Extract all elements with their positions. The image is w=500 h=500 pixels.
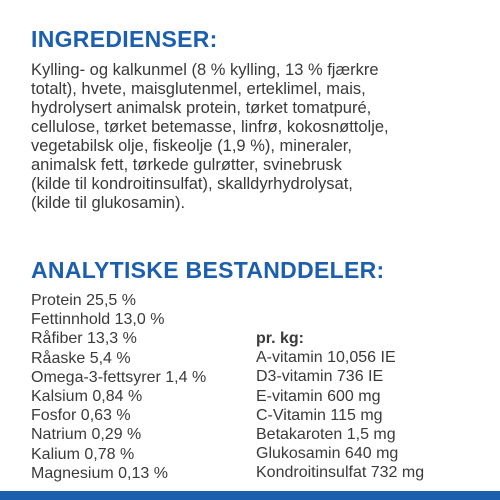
vitamin-block xyxy=(256,329,424,483)
ingredients-line: totalt), hvete, maisglutenmel, erteklimel, mais, xyxy=(31,80,366,98)
bottom-accent-bar xyxy=(0,491,500,500)
ingredients-line: (kilde til kondroitinsulfat), skalldyrhydrolysat, xyxy=(31,175,353,193)
constituent-item: Kalsium 0,84 % xyxy=(31,388,143,406)
constituent-item: Råfiber 13,3 % xyxy=(31,330,137,348)
constituent-item: Fosfor 0,63 % xyxy=(31,407,131,425)
ingredients-line: animalsk fett, tørkede gulrøtter, svinebrusk xyxy=(31,156,342,174)
ingredients-line: vegetabilsk olje, fiskeolje (1,9 %), mineraler, xyxy=(31,137,352,155)
constituent-item: Kalium 0,78 % xyxy=(31,445,135,463)
vitamin-item: Glukosamin 640 mg xyxy=(256,445,399,463)
vitamin-item: A-vitamin 10,056 IE xyxy=(256,349,396,367)
vitamin-item: D3-vitamin 736 IE xyxy=(256,368,384,386)
constituent-item: Protein 25,5 % xyxy=(31,292,136,309)
ingredients-line: (kilde til glukosamin). xyxy=(31,194,186,212)
constituent-item: Natrium 0,29 % xyxy=(31,426,142,444)
analytical-constituents-list xyxy=(31,291,206,483)
ingredients-line: hydrolysert animalsk protein, tørket tomatpuré, xyxy=(31,99,372,117)
constituent-item: Fettinnhold 13,0 % xyxy=(31,311,165,329)
ingredients-text xyxy=(31,61,471,213)
vitamin-item: E-vitamin 600 mg xyxy=(256,387,381,405)
vitamin-list xyxy=(256,348,424,482)
vitamin-item: Betakaroten 1,5 mg xyxy=(256,426,396,444)
ingredients-line: Kylling- og kalkunmel (8 % kylling, 13 % fjærkre xyxy=(31,61,379,79)
constituent-item: Råaske 5,4 % xyxy=(31,349,131,367)
constituent-item: Magnesium 0,13 % xyxy=(31,464,168,482)
constituent-item: Omega-3-fettsyrer 1,4 % xyxy=(31,368,207,386)
ingredients-line: cellulose, tørket betemasse, linfrø, kokosnøttolje, xyxy=(31,118,389,136)
ingredients-heading: INGREDIENSER: xyxy=(31,26,218,52)
vitamin-item: C-Vitamin 115 mg xyxy=(256,406,383,424)
vitamin-item: Kondroitinsulfat 732 mg xyxy=(256,464,425,482)
analytics-heading: ANALYTISKE BESTANDDELER: xyxy=(31,257,385,283)
per-kg-label: pr. kg: xyxy=(256,330,305,347)
